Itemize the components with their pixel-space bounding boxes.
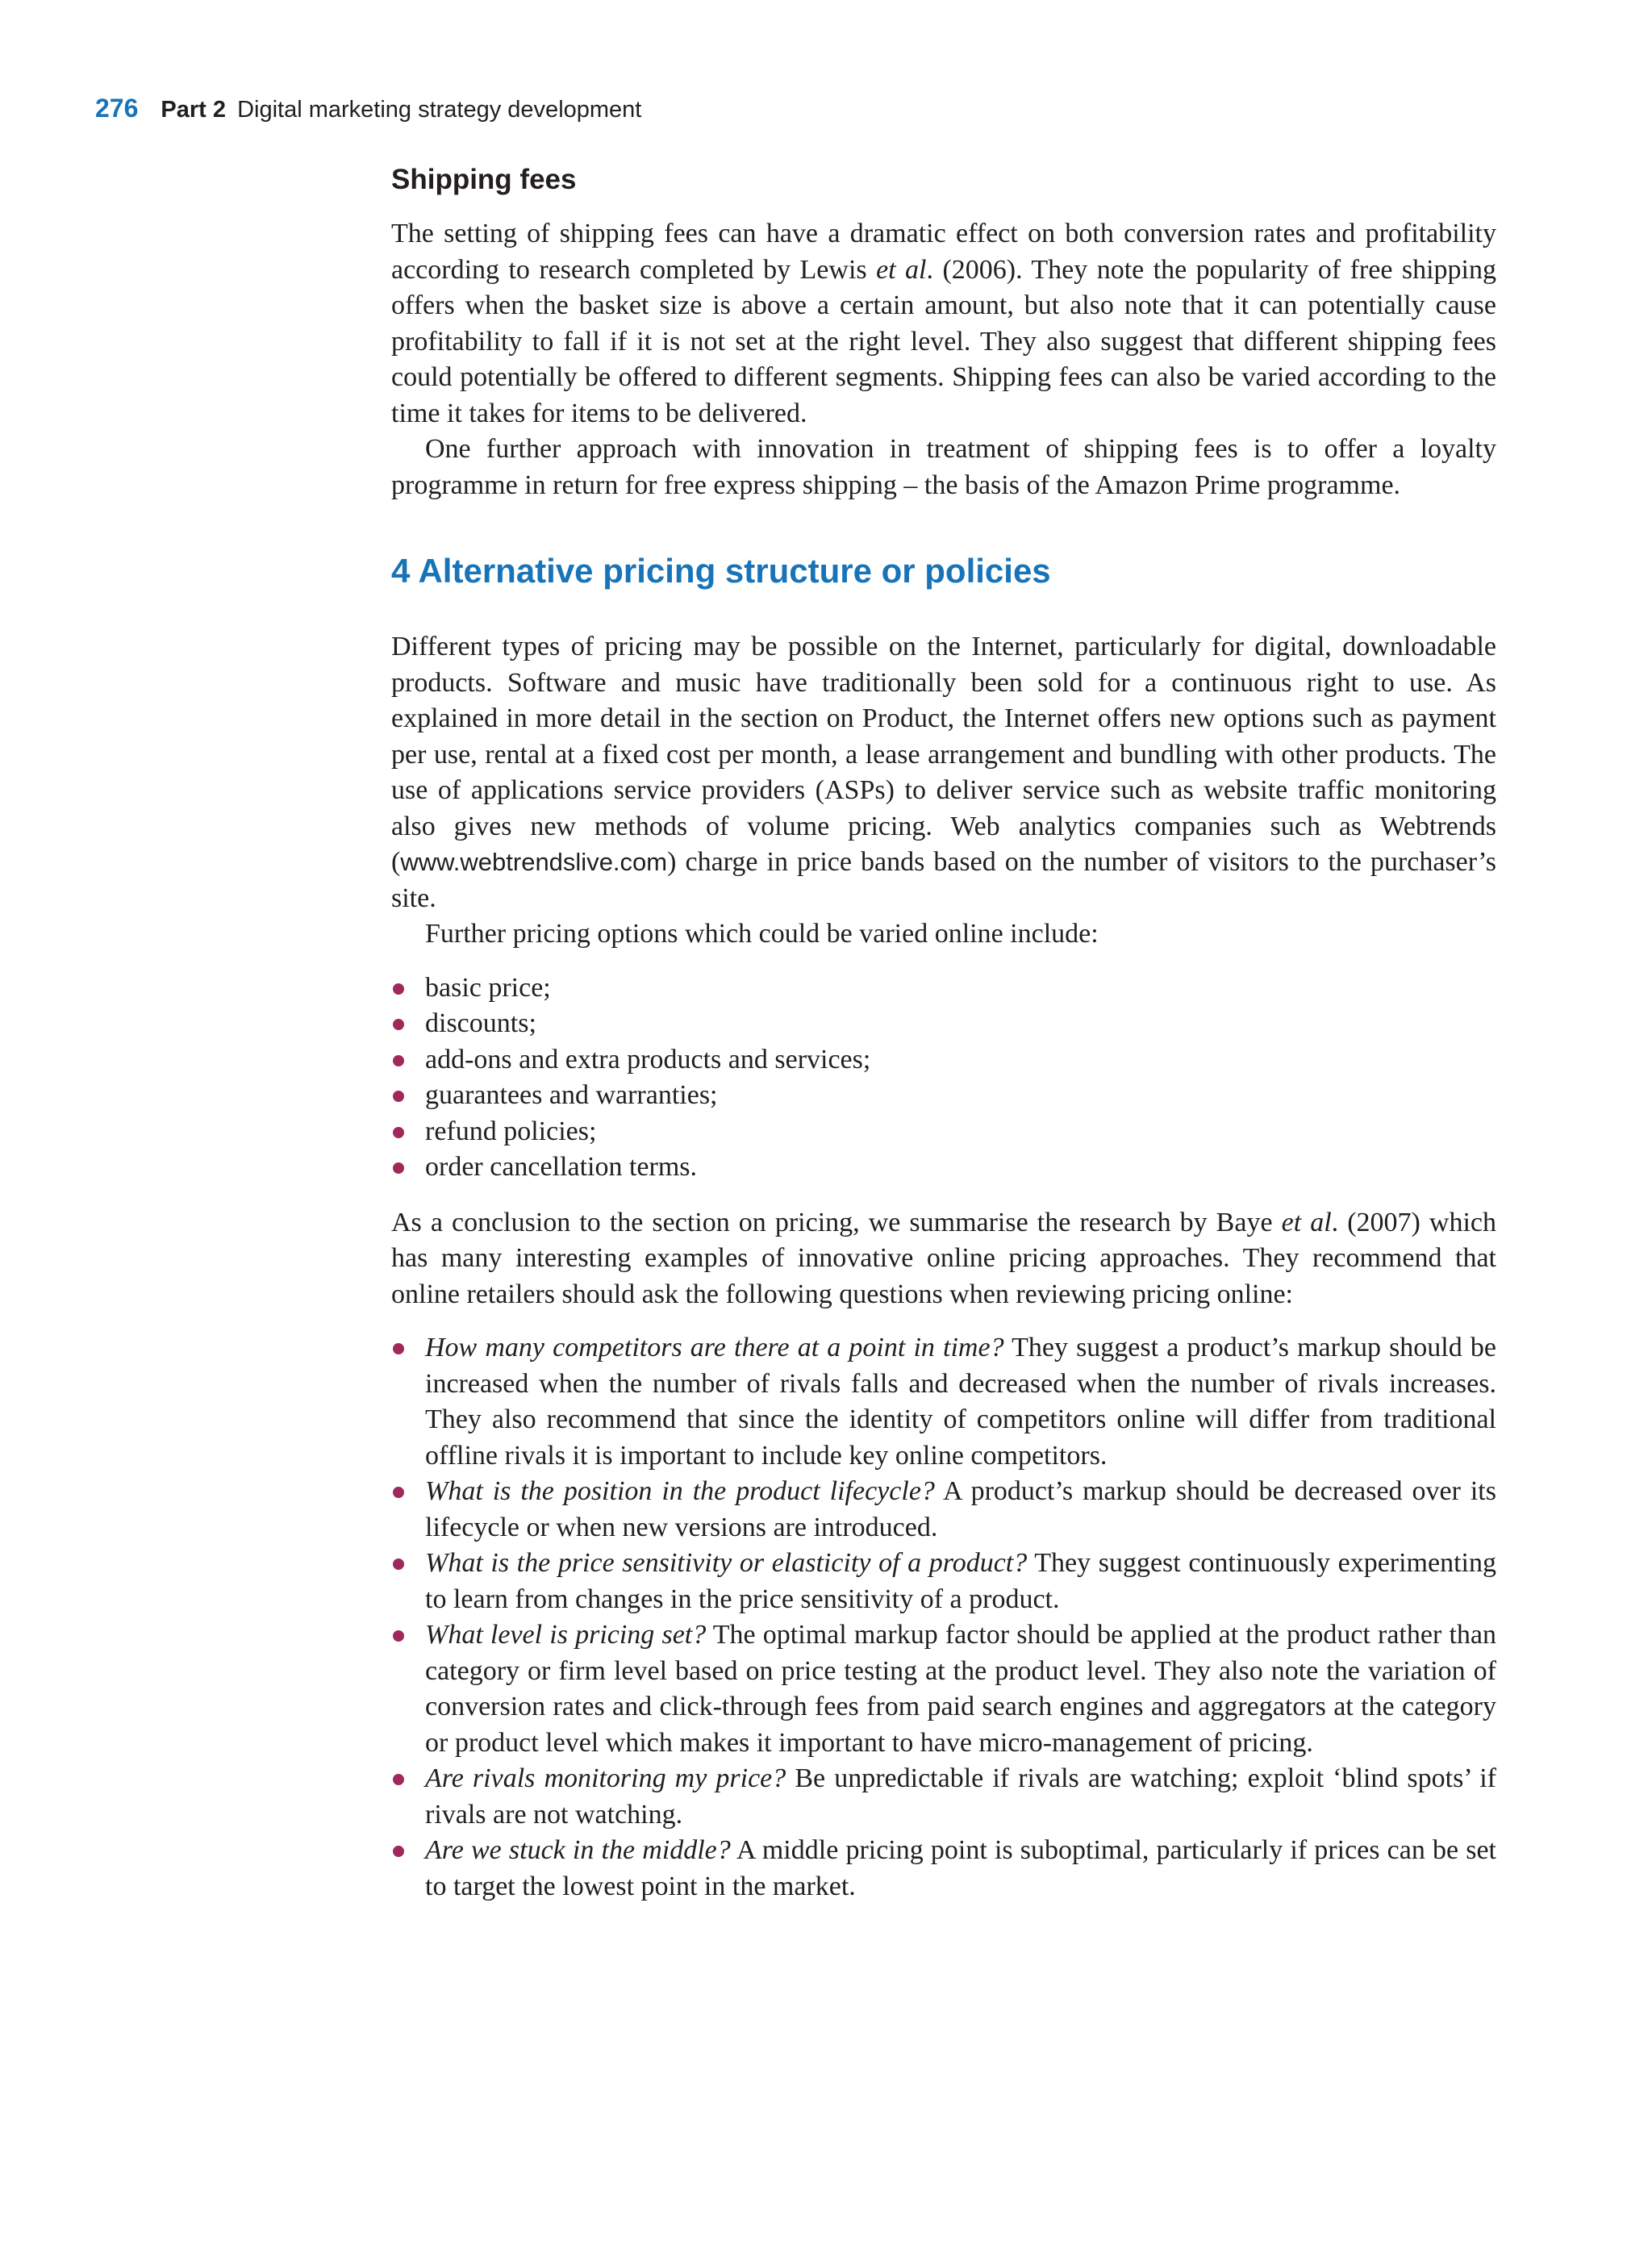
running-head	[95, 94, 641, 123]
pricing-paragraph-3: As a conclusion to the section on pricing, we summarise the research by Baye et al. (2007) which has many interesting examples of innovative online pricing approaches. They recommend that online retailers should ask the following questions when reviewing pricing online:	[391, 1207, 1496, 1309]
list-item: add-ons and extra products and services;	[391, 1042, 1496, 1079]
list-item: What level is pricing set? The optimal markup factor should be applied at the product rather than category or firm level based on price testing at the product level. They also note the variation of conversion rates and click-through fees from paid search engines and aggregators at the category or product level which makes it important to have micro-management of pricing.	[391, 1617, 1496, 1761]
list-item: refund policies;	[391, 1114, 1496, 1150]
list-item: How many competitors are there at a point in time? They suggest a product’s markup should be increased when the number of rivals falls and decreased when the number of rivals increases. They also recommend that since the identity of competitors online will differ from traditional offline rivals it is important to include key online competitors.	[391, 1330, 1496, 1474]
list-item: order cancellation terms.	[391, 1150, 1496, 1186]
list-item: What is the price sensitivity or elasticity of a product? They suggest continuously experimenting to learn from changes in the price sensitivity of a product.	[391, 1546, 1496, 1617]
shipping-paragraph-1: The setting of shipping fees can have a dramatic effect on both conversion rates and profitability according to research completed by Lewis et al. (2006). They note the popularity of free shipping offers when the basket size is above a certain amount, but also note that it can potentially cause profitability to fall if it is not set at the right level. They also suggest that different shipping fees could potentially be offered to different segments. Shipping fees can also be varied according to the time it takes for items to be delivered.	[391, 219, 1496, 428]
shipping-paragraph-2: One further approach with innovation in treatment of shipping fees is to offer a loyalty programme in return for free express shipping – the basis of the Amazon Prime programme.	[391, 434, 1496, 500]
pricing-paragraph-1: Different types of pricing may be possible on the Internet, particularly for digital, downloadable products. Software and music have traditionally been sold for a continuous right to use. As explained in more detail in the section on Product, the Internet offers new options such as payment per use, rental at a fixed cost per month, a lease arrangement and bundling with other products. The use of applications service providers (ASPs) to deliver service such as website traffic monitoring also gives new methods of volume pricing. Web analytics companies such as Webtrends (www.webtrendslive.com) charge in price bands based on the number of visitors to the purchaser’s site.	[391, 632, 1496, 913]
part-title: Digital marketing strategy development	[237, 97, 642, 123]
page-content	[391, 161, 1496, 1905]
pricing-options-list	[391, 970, 1496, 1186]
shipping-fees-heading: Shipping fees	[391, 164, 577, 195]
list-item: Are rivals monitoring my price? Be unpredictable if rivals are watching; exploit ‘blind spots’ if rivals are not watching.	[391, 1761, 1496, 1833]
list-item: basic price;	[391, 970, 1496, 1007]
list-item: What is the position in the product lifecycle? A product’s markup should be decreased over its lifecycle or when new versions are introduced.	[391, 1474, 1496, 1546]
list-item: discounts;	[391, 1006, 1496, 1042]
list-item: guarantees and warranties;	[391, 1078, 1496, 1114]
part-label: Part 2	[161, 97, 226, 123]
pricing-questions-list	[391, 1330, 1496, 1905]
list-item: Are we stuck in the middle? A middle pricing point is suboptimal, particularly if prices can be set to target the lowest point in the market.	[391, 1833, 1496, 1905]
pricing-paragraph-2: Further pricing options which could be varied online include:	[425, 919, 1099, 949]
section-4-heading: 4 Alternative pricing structure or policies	[391, 552, 1051, 590]
page-number: 276	[95, 94, 139, 123]
webtrends-url: www.webtrendslive.com	[400, 848, 668, 876]
